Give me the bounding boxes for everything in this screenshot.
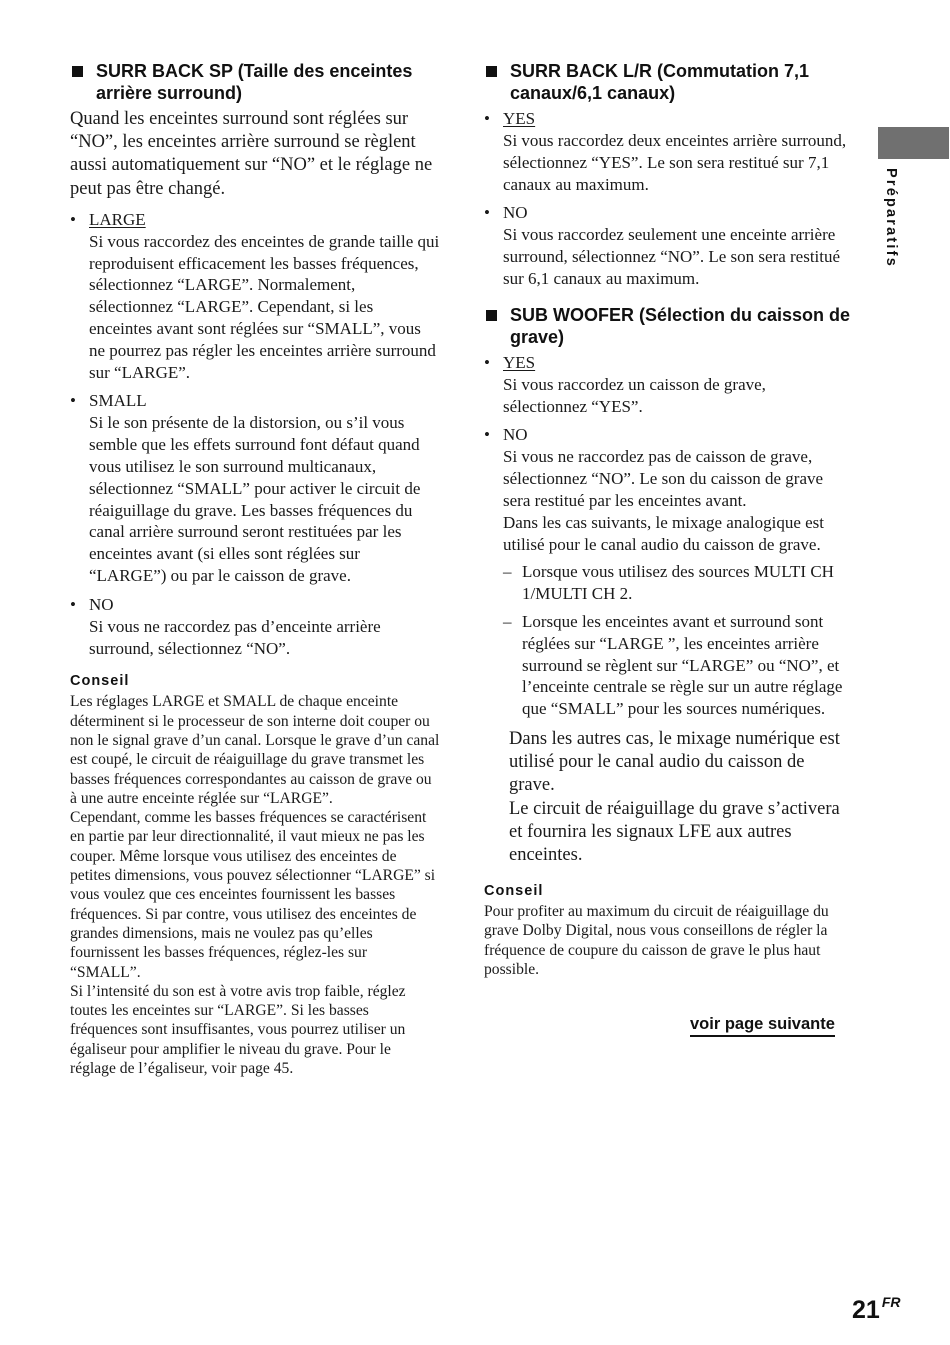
next-page-link[interactable]: voir page suivante (690, 1015, 835, 1037)
tip-paragraph: Pour profiter au maximum du circuit de réaiguillage du grave Dolby Digital, nous vous conseillons de régler la fréquence de coupure du caisson de grave le plus haut possible. (484, 903, 829, 979)
option-yes: • YES Si vous raccordez deux enceintes arrière surround, sélectionnez “YES”. Le son sera restitué sur 7,1 canaux au maximum. (484, 108, 854, 195)
section-tab-marker (878, 127, 949, 159)
option-description: Si vous raccordez un caisson de grave, sélectionnez “YES”. (503, 374, 766, 416)
section-intro: Quand les enceintes surround sont réglées sur “NO”, les enceintes arrière surround se règlent aussi automatiquement sur “NO” et le réglage ne peut pas être changé. (70, 109, 433, 199)
section-side-label: Préparatifs (883, 168, 899, 268)
option-list (484, 108, 854, 290)
black-square-icon (72, 66, 83, 77)
option-yes: • YES Si vous raccordez un caisson de grave, sélectionnez “YES”. (484, 352, 854, 418)
section-heading-sub-woofer: SUB WOOFER (Sélection du caisson de grave) (484, 304, 854, 348)
option-name: YES (503, 109, 536, 128)
option-large: • LARGE Si vous raccordez des enceintes de grande taille qui reproduisent efficacement les basses fréquences, sélectionnez “LARGE”. Normalement, sélectionnez “LARGE”. Cependant, si les enceintes avant sont réglées sur “SMALL”, vous ne pourrez pas régler les enceintes arrière surround sur “LARGE”. (70, 209, 440, 382)
case-item: – Lorsque vous utilisez des sources MULTI CH 1/MULTI CH 2. (503, 562, 834, 604)
language-suffix: FR (881, 1294, 901, 1310)
section-heading-surr-back-lr: SURR BACK L/R (Commutation 7,1 canaux/6,1 canaux) (484, 60, 854, 104)
option-description: Si vous ne raccordez pas d’enceinte arrière surround, sélectionnez “NO”. (89, 616, 381, 658)
option-description: Si vous raccordez deux enceintes arrière surround, sélectionnez “YES”. Le son sera restitué sur 7,1 canaux au maximum. (503, 131, 847, 194)
right-column (484, 60, 854, 979)
option-description: Si vous ne raccordez pas de caisson de grave, sélectionnez “NO”. Le son du caisson de grave sera restitué par les enceintes avant. (503, 447, 824, 510)
left-column (70, 60, 440, 1078)
tip-paragraph: Cependant, comme les basses fréquences se caractérisent en partie par leur directionnalité, il vaut mieux ne pas les couper. Même lorsque vous utilisez des enceintes de petites dimensions, vous pouvez sélectionner “LARGE” si vous voulez que ces enceintes fournissent les basses fréquences. Si par contre, vous utilisez des enceintes de grandes dimensions, mais ne voulez pas qu’elles fournissent les basses fréquences, réglez-les sur “SMALL”. (70, 809, 436, 981)
option-description-extra: Dans les cas suivants, le mixage analogique est utilisé pour le canal audio du caisson de grave. (503, 512, 825, 554)
option-name: NO (503, 425, 528, 445)
option-small: • SMALL Si le son présente de la distorsion, ou s’il vous semble que les effets surround font défaut quand vous utilisez le son surround multicanaux, sélectionnez “SMALL” pour activer le circuit de réaiguillage du grave. Les basses fréquences du canal arrière surround seront restituées par les enceintes avant (si elles sont réglées sur “LARGE”) ou par le caisson de grave. (70, 390, 440, 586)
option-name: NO (89, 594, 114, 614)
option-description: Si vous raccordez seulement une enceinte arrière surround, sélectionnez “NO”. Le son sera restitué sur 6,1 canaux au maximum. (503, 225, 841, 288)
option-no: • NO Si vous raccordez seulement une enceinte arrière surround, sélectionnez “NO”. Le son sera restitué sur 6,1 canaux au maximum. (484, 202, 854, 289)
option-no: • NO Si vous ne raccordez pas d’enceinte arrière surround, sélectionnez “NO”. (70, 594, 440, 660)
option-list (484, 352, 854, 720)
black-square-icon (486, 66, 497, 77)
option-description: Si vous raccordez des enceintes de grande taille qui reproduisent efficacement les basses fréquences, sélectionnez “LARGE”. Normalement, sélectionnez “LARGE”. Cependant, si les enceintes avant sont réglées sur “SMALL”, vous ne pourrez pas régler les enceintes arrière surround sur “LARGE”. (89, 231, 440, 382)
option-name: YES (503, 352, 536, 372)
tip-paragraph: Les réglages LARGE et SMALL de chaque enceinte déterminent si le processeur de son interne doit couper ou non le signal grave d’un canal. Lorsque le grave d’un canal est coupé, le circuit de réaiguillage du grave transmet les basses fréquences correspondantes au caisson de grave ou à une autre enceinte réglée sur “LARGE”. (70, 693, 440, 807)
option-name: SMALL (89, 391, 147, 411)
option-no: • NO Si vous ne raccordez pas de caisson de grave, sélectionnez “NO”. Le son du caisson de grave sera restitué par les enceintes avant. Dans les cas suivants, le mixage analogique est utilisé pour le canal audio du caisson de grave. – Lorsque vous utilisez des sources MULTI CH 1/MULTI CH 2. – Lorsque les enceintes avant et surround sont réglées sur “LARGE ”, les enceintes arrière surround se règlent sur “LARGE” ou “NO”, et l’enceinte centrale se règle sur un autre réglage que “SMALL” pour les sources numériques. (484, 424, 854, 720)
lfe-note: Le circuit de réaiguillage du grave s’activera et fournira les signaux LFE aux autres enceintes. (509, 798, 840, 865)
tip-paragraph: Si l’intensité du son est à votre avis trop faible, réglez toutes les enceintes sur “LARGE”. Si les basses fréquences sont insuffisantes, vous pourrez utiliser un égaliseur pour amplifier le niveau du grave. Pour le réglage de l’égaliseur, voir page 45. (70, 982, 406, 1077)
tip-heading: Conseil (70, 673, 130, 690)
section-heading-surr-back-sp: SURR BACK SP (Taille des enceintes arrière surround) (70, 60, 440, 104)
option-name: LARGE (89, 209, 146, 229)
case-item: – Lorsque les enceintes avant et surround sont réglées sur “LARGE ”, les enceintes arrière surround se règlent sur “LARGE” ou “NO”, et l’enceinte centrale se règle sur un autre réglage que “SMALL” pour les sources numériques. (503, 611, 843, 719)
option-list (70, 209, 440, 660)
option-description: Si le son présente de la distorsion, ou s’il vous semble que les effets surround font défaut quand vous utilisez le son surround multicanaux, sélectionnez “SMALL” pour activer le circuit de réaiguillage du grave. Les basses fréquences du canal arrière surround seront restituées par les enceintes avant (si elles sont réglées sur “LARGE”) ou par le caisson de grave. (89, 413, 421, 585)
tip-heading: Conseil (484, 883, 544, 900)
option-name: NO (503, 203, 528, 223)
black-square-icon (486, 310, 497, 321)
mixing-note: Dans les autres cas, le mixage numérique est utilisé pour le canal audio du caisson de grave. (509, 728, 840, 796)
case-list (503, 561, 854, 720)
page-number: 21 $^{FR}$ (852, 1294, 901, 1324)
